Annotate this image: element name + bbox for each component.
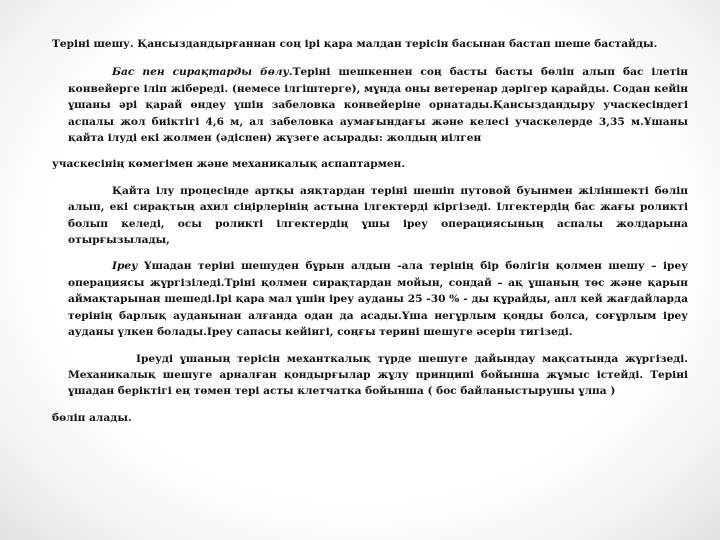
paragraph-lead-italic: Бас пен сирақтарды бөлу. [112, 66, 293, 79]
paragraph-text: Ұшадан теріні шешуден бұрын алдын -ала терінің бір бөлігін қолмен шешу – іреу операциясы жүргізіледі.Тріні қолмен сирақтардан мойын, сондай – ақ ұшаның төс және қарын аймақтарынан шешеді.Ірі қара мал үшін іреу ауданы 25 -30 % - ды құрайды, апл кей жағдайларда терінің барлық ауданынан алғанда одан да асады.Ұша негұрлым қоңды болса, соғұрлым іреу ауданы үлкен болады.Іреу сапасы кейінгі, соңғы терині шешуге әсерін тигізеді. [68, 260, 688, 339]
paragraph-text: Іреуді ұшаның терісін механткалық түрде шешуге дайындау мақсатында жүргізеді. Механикалық шешуге арналған қондырғылар жұлу принципі бойынша жұмыс істейді. Теріні ұшадан беріктігі ең төмен тері асты клетчатка бойынша ( бос байланыстырушы ұлпа ) [68, 352, 688, 398]
document-body [52, 36, 688, 426]
paragraph-text: Теріні шешкеннен соң басты басты бөліп алып бас ілетін конвейерге іліп жібереді. (немесе ілгіштерге), мұнда оны ветеренар дәрігер қарайды. Содан кейін ұшаны әрі қарай өндеу үшін забеловка конвейеріне орнатады.Қансыздандыру учаскесіндегі аспалы жол биіктігі 4,6 м, ал забеловка аумағындағы және келесі учаскелерде 3,35 м.Ұшаны қайта ілуді екі жолмен (әдіспен) жүзеге асырады: жолдың иілген [68, 66, 688, 145]
spacer [52, 173, 688, 183]
spacer [52, 341, 688, 351]
paragraph-rehanging [52, 183, 688, 249]
spacer [52, 400, 688, 410]
paragraph-lead-italic: Іреу [112, 260, 138, 273]
spacer [52, 146, 688, 156]
paragraph-head-legs-separation [52, 64, 688, 146]
paragraph-text: Қайта ілу процесінде артқы аяқтардан теріні шешіп путовой буынмен жіліншекті бөліп алып, екі сирақтың ахил сіңірлерінің астына ілгектерді кіргізеді. Ілгектердің бас жағы роликті болып келеді, осы роликті ілгектердің ұшы іреу операциясының аспалы жолдарына отырғызылады, [68, 184, 688, 247]
paragraph-tail-final [52, 410, 688, 426]
paragraph-text: бөліп алады. [52, 411, 132, 424]
spacer [52, 248, 688, 258]
paragraph-ireu [52, 258, 688, 340]
paragraph-tail [52, 156, 688, 172]
paragraph-mechanical-prep [52, 351, 688, 400]
paragraph-text: Теріні шешу. Қансыздандырғаннан соң ірі қара малдан терісін басынан бастап шеше бастайды. [52, 38, 658, 50]
paragraph-text: учаскесінің көмегімен және механикалық аспаптармен. [52, 158, 406, 171]
paragraph-skin-removal [52, 36, 688, 52]
